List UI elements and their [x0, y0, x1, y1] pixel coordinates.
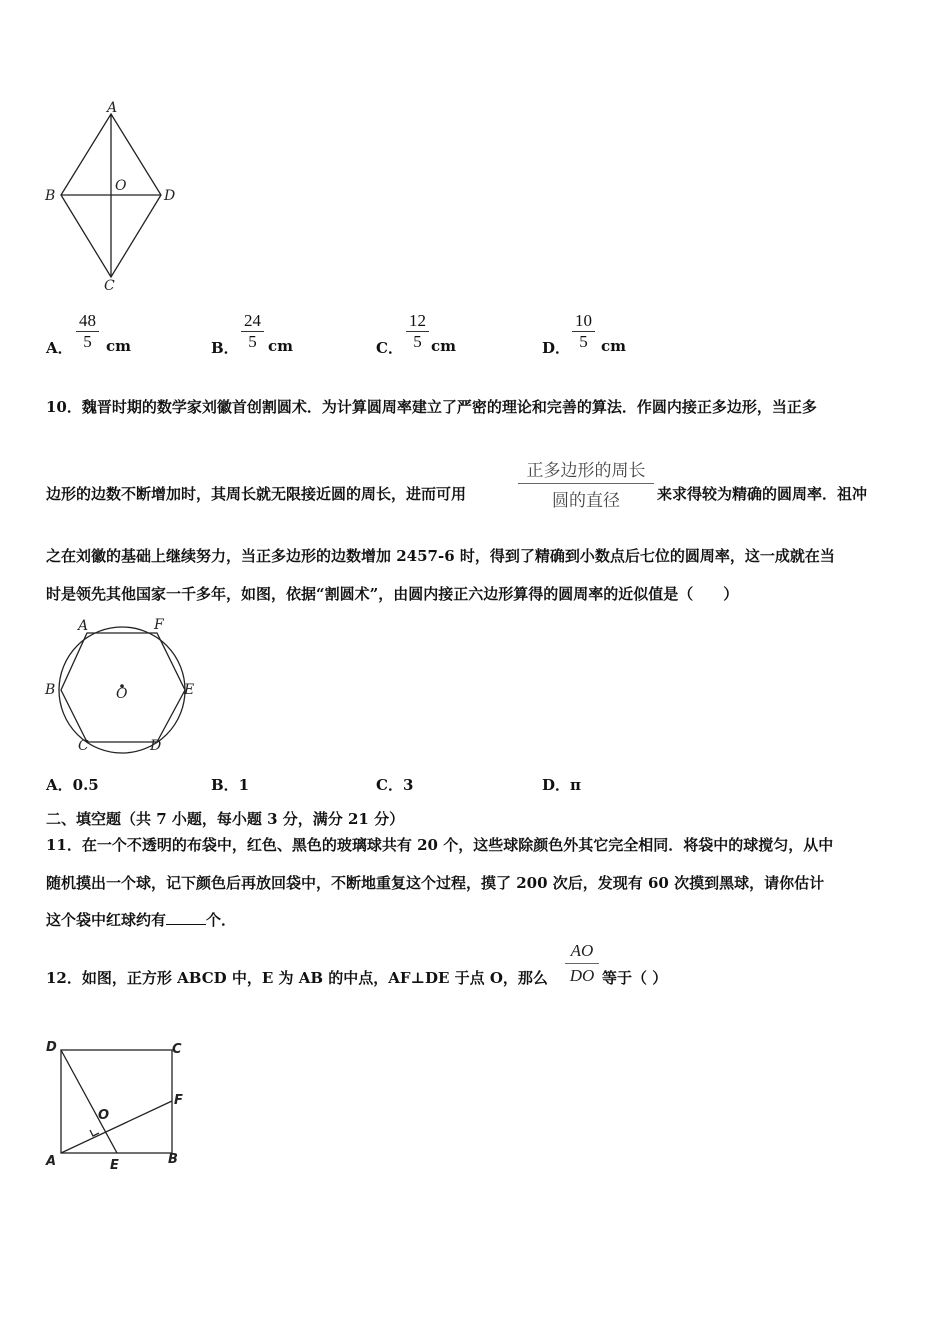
q10-line-3: 之在刘徽的基础上继续努力，当正多边形的边数增加 2457-6 时，得到了精确到小数点后七位的圆周率，这一成就在当 [46, 547, 835, 565]
q12-text-before: 12．如图，正方形 ABCD 中，E 为 AB 的中点，AF⊥DE 于点 O，那么 [46, 969, 548, 987]
rhombus-label-c: C [104, 278, 115, 294]
q10-option-c[interactable]: C．3 [376, 776, 414, 794]
q11-line-1: 11．在一个不透明的布袋中，红色、黑色的玻璃球共有 20 个，这些球除颜色外其它完全相同．将袋中的球搅匀，从中 [46, 836, 834, 854]
fraction-numerator: 12 [409, 311, 426, 330]
q9-option-b-fraction [241, 311, 264, 352]
hexagon-label-b: B [45, 682, 56, 698]
q10-line-2-before: 边形的边数不断增加时，其周长就无限接近圆的周长，进而可用 [46, 485, 467, 503]
q11-line-3-before: 这个袋中红球约有 [46, 911, 167, 929]
rhombus-figure [40, 100, 190, 295]
square-label-b: B [168, 1152, 178, 1167]
square-label-f: F [174, 1093, 183, 1108]
q9-option-b-letter[interactable]: B． [211, 339, 239, 357]
rhombus-label-o: O [115, 178, 127, 194]
q10-line-2-after: 来求得较为精确的圆周率．祖冲 [657, 485, 868, 503]
q10-ratio-fraction [518, 456, 654, 511]
q9-option-c-fraction [406, 311, 429, 352]
square-label-e: E [110, 1158, 119, 1173]
square-label-c: C [172, 1042, 182, 1057]
fraction-numerator: 24 [244, 311, 261, 330]
rhombus-label-a: A [107, 100, 118, 116]
q9-option-c-letter[interactable]: C． [376, 339, 403, 357]
q9-option-d-letter[interactable]: D． [542, 339, 571, 357]
q12-fraction [565, 941, 599, 986]
fraction-denominator: 5 [83, 332, 92, 351]
hexagon-label-c: C [78, 738, 89, 754]
q12-text-after: 等于（ ） [602, 969, 668, 987]
hexagon-label-e: E [184, 682, 195, 698]
rhombus-label-d: D [164, 188, 176, 204]
hexagon-circle-figure [40, 614, 200, 754]
q12-fraction-numerator: AO [570, 941, 594, 960]
hexagon-label-f: F [154, 617, 164, 633]
q10-line-4: 时是领先其他国家一千多年，如图，依据“割圆术”，由圆内接正六边形算得的圆周率的近似值是（ ） [46, 585, 739, 603]
hexagon-label-a: A [78, 618, 89, 634]
fraction-numerator: 48 [79, 311, 96, 330]
q9-option-d-fraction [572, 311, 595, 352]
fraction-denominator: 5 [579, 332, 588, 351]
square-label-d: D [46, 1040, 57, 1055]
fraction-denominator: 5 [413, 332, 422, 351]
section-2-title: 二、填空题（共 7 小题，每小题 3 分，满分 21 分） [46, 810, 405, 828]
q9-option-d-unit: cm [601, 337, 627, 355]
hexagon-label-o: O [116, 686, 128, 702]
ratio-denominator: 圆的直径 [552, 491, 620, 510]
q9-option-a-letter[interactable]: A． [46, 339, 73, 357]
ratio-numerator: 正多边形的周长 [526, 461, 646, 480]
fraction-numerator: 10 [575, 311, 592, 330]
q10-option-a[interactable]: A．0.5 [46, 776, 99, 794]
square-label-a: A [46, 1154, 57, 1169]
q12-fraction-denominator: DO [569, 966, 595, 985]
q11-line-3 [46, 909, 236, 930]
q11-answer-blank[interactable] [166, 924, 206, 925]
q10-option-d[interactable]: D．π [542, 776, 581, 794]
q9-option-a-fraction [76, 311, 99, 352]
hexagon-label-d: D [150, 738, 162, 754]
q9-option-b-unit: cm [268, 337, 294, 355]
q10-line-1: 10．魏晋时期的数学家刘徽首创割圆术．为计算圆周率建立了严密的理论和完善的算法．作圆内接正多边形，当正多 [46, 398, 817, 416]
fraction-denominator: 5 [248, 332, 257, 351]
square-label-o: O [98, 1108, 110, 1123]
q11-line-2: 随机摸出一个球，记下颜色后再放回袋中，不断地重复这个过程，摸了 200 次后，发现有 60 次摸到黑球，请你估计 [46, 874, 825, 892]
q9-option-c-unit: cm [431, 337, 457, 355]
q9-option-a-unit: cm [106, 337, 132, 355]
square-figure [40, 1035, 200, 1175]
q11-line-3-after: 个． [206, 911, 237, 929]
rhombus-label-b: B [45, 188, 56, 204]
q10-option-b[interactable]: B．1 [211, 776, 250, 794]
